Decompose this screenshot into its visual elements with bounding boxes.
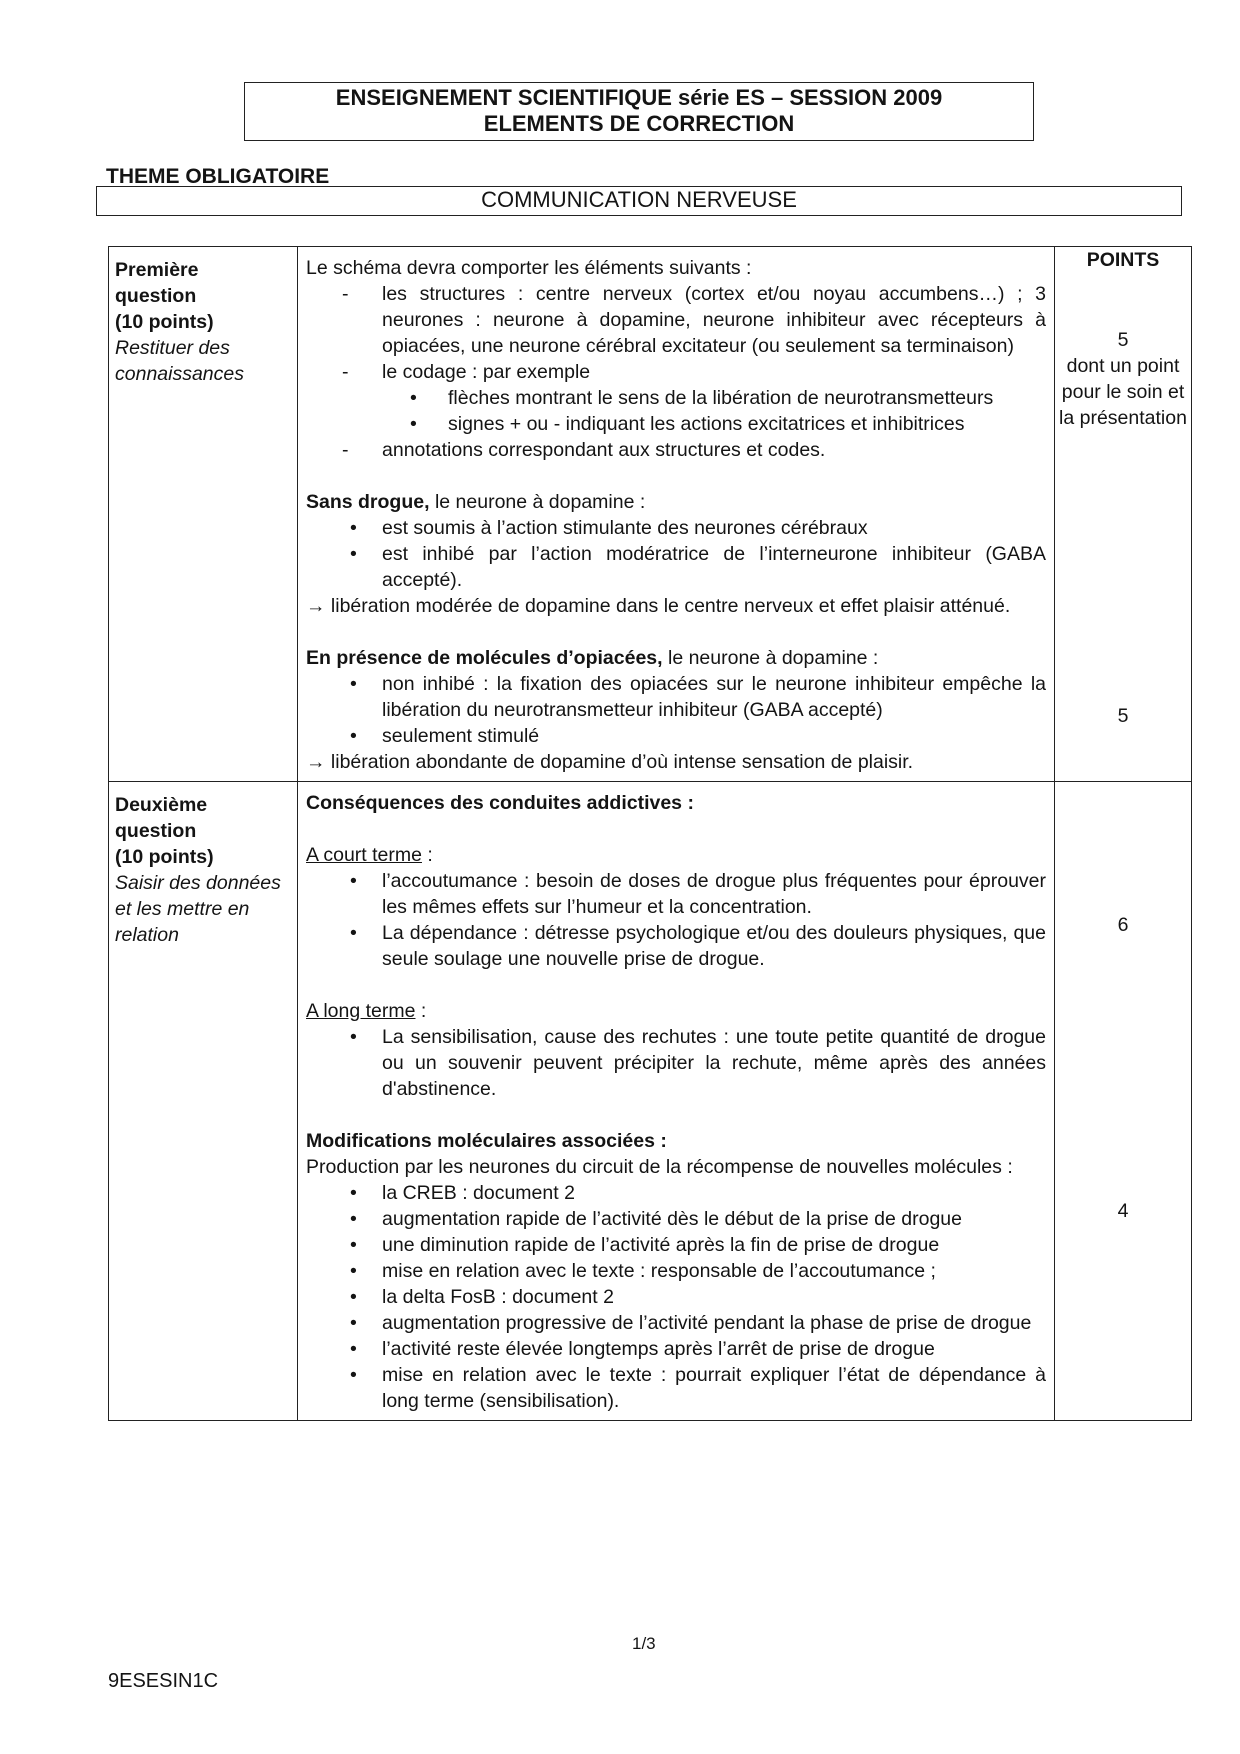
q1-sub-2: • signes + ou - indiquant les actions excitatrices et inhibitrices xyxy=(382,411,1046,437)
list-item: • mise en relation avec le texte : pourrait expliquer l’état de dépendance à long terme (sensibilisation). xyxy=(306,1362,1046,1414)
q1-sans-b2: • est inhibé par l’action modératrice de l’interneurone inhibiteur (GABA accepté). xyxy=(306,541,1046,593)
header-box xyxy=(244,82,1034,141)
q2-title1: Deuxième xyxy=(115,794,208,816)
q2-pts-b: 4 xyxy=(1117,1200,1129,1222)
q2-modif-intro: Production par les neurones du circuit de la récompense de nouvelles molécules : xyxy=(306,1156,1013,1178)
table-row-q1 xyxy=(109,247,1192,782)
q1-points: (10 points) xyxy=(115,311,214,333)
q1-pts-a-note: dont un point pour le soin et la présentation xyxy=(1059,355,1187,429)
theme-title: COMMUNICATION NERVEUSE xyxy=(96,186,1182,216)
list-item: • la delta FosB : document 2 xyxy=(306,1284,1046,1310)
q2-modif-heading: Modifications moléculaires associées : xyxy=(306,1130,667,1152)
table-row-q2 xyxy=(109,782,1192,1421)
header-subtitle: ELEMENTS DE CORRECTION xyxy=(483,111,795,136)
q2-long-heading xyxy=(306,998,1046,1024)
theme-label: THEME OBLIGATOIRE xyxy=(106,165,330,188)
q1-pts-a: 5 xyxy=(1117,329,1129,351)
points-header: POINTS xyxy=(1086,249,1160,271)
q2-heading: Conséquences des conduites addictives : xyxy=(306,792,694,814)
q1-title2: question xyxy=(115,285,197,307)
q1-pts-b: 5 xyxy=(1117,705,1129,727)
list-item: • l’activité reste élevée longtemps après l’arrêt de prise de drogue xyxy=(306,1336,1046,1362)
list-item: • augmentation rapide de l’activité dès le début de la prise de drogue xyxy=(306,1206,1046,1232)
q1-sans-heading xyxy=(306,489,1046,515)
q1-intro: Le schéma devra comporter les éléments suivants : xyxy=(306,257,752,279)
q2-pts-a: 6 xyxy=(1117,914,1129,936)
q2-skill: Saisir des données et les mettre en relation xyxy=(115,872,281,946)
q1-avec-result: → libération abondante de dopamine d’où intense sensation de plaisir. xyxy=(306,751,914,773)
correction-table xyxy=(108,246,1192,1421)
q2-label-cell xyxy=(109,782,298,1421)
q2-court-b2: • La dépendance : détresse psychologique et/ou des douleurs physiques, que seule soulage une nouvelle prise de drogue. xyxy=(306,920,1046,972)
q1-sub-list xyxy=(382,385,1046,437)
header-title: ENSEIGNEMENT SCIENTIFIQUE série ES – SESSION 2009 xyxy=(335,85,943,110)
q2-points-cell xyxy=(1055,782,1192,1421)
q1-dash-2 xyxy=(306,359,1046,437)
q1-sans-result: → libération modérée de dopamine dans le centre nerveux et effet plaisir atténué. xyxy=(306,595,1011,617)
q2-title2: question xyxy=(115,820,197,842)
q2-court-b1: • l’accoutumance : besoin de doses de drogue plus fréquentes pour éprouver les mêmes effets sur l’humeur et la concentration. xyxy=(306,868,1046,920)
list-item: • mise en relation avec le texte : responsable de l’accoutumance ; xyxy=(306,1258,1046,1284)
q1-avec-bold: En présence de molécules d’opiacées, xyxy=(306,647,663,669)
q2-long-colon: : xyxy=(415,1000,427,1022)
q1-sans-b1: • est soumis à l’action stimulante des neurones cérébraux xyxy=(306,515,1046,541)
list-item: • une diminution rapide de l’activité après la fin de prise de drogue xyxy=(306,1232,1046,1258)
q1-avec-rest: le neurone à dopamine : xyxy=(662,647,879,669)
q1-avec-list xyxy=(306,671,1046,749)
q1-dash-list xyxy=(306,281,1046,463)
q1-points-cell xyxy=(1055,247,1192,782)
q1-avec-heading xyxy=(306,645,1046,671)
q2-long-list xyxy=(306,1024,1046,1102)
q2-court: A court terme xyxy=(306,844,422,866)
list-item: • augmentation progressive de l’activité pendant la phase de prise de drogue xyxy=(306,1310,1046,1336)
q2-content-cell xyxy=(298,782,1055,1421)
q1-dash-1: - les structures : centre nerveux (cortex et/ou noyau accumbens…) ; 3 neurones : neurone à dopamine, neurone inhibiteur avec récepteurs à opiacées, une neurone cérébral excitateur (ou seulement sa terminaison) xyxy=(306,281,1046,359)
q1-sans-list xyxy=(306,515,1046,593)
q2-court-list xyxy=(306,868,1046,972)
q1-sans-rest: le neurone à dopamine : xyxy=(429,491,646,513)
q1-label-cell xyxy=(109,247,298,782)
q1-skill: Restituer des connaissances xyxy=(115,337,244,385)
q1-avec-b1: • non inhibé : la fixation des opiacées sur le neurone inhibiteur empêche la libération du neurotransmetteur inhibiteur (GABA accepté) xyxy=(306,671,1046,723)
q2-long: A long terme xyxy=(306,1000,416,1022)
q1-sans-bold: Sans drogue, xyxy=(306,491,430,513)
q1-avec-b2: • seulement stimulé xyxy=(306,723,1046,749)
q1-title1: Première xyxy=(115,259,199,281)
q1-dash-2-text: le codage : par exemple xyxy=(382,361,591,383)
list-item: • la CREB : document 2 xyxy=(306,1180,1046,1206)
q1-dash-3: - annotations correspondant aux structures et codes. xyxy=(306,437,1046,463)
q2-points: (10 points) xyxy=(115,846,214,868)
q2-court-colon: : xyxy=(421,844,433,866)
page-number: 1/3 xyxy=(632,1634,656,1653)
q2-modif-list xyxy=(306,1180,1046,1414)
q2-court-heading xyxy=(306,842,1046,868)
q2-long-b1: • La sensibilisation, cause des rechutes : une toute petite quantité de drogue ou un souvenir peuvent précipiter la rechute, même après des années d'abstinence. xyxy=(306,1024,1046,1102)
document-code: 9ESESIN1C xyxy=(108,1670,219,1692)
q1-sub-1: • flèches montrant le sens de la libération de neurotransmetteurs xyxy=(382,385,1046,411)
q1-content-cell xyxy=(298,247,1055,782)
